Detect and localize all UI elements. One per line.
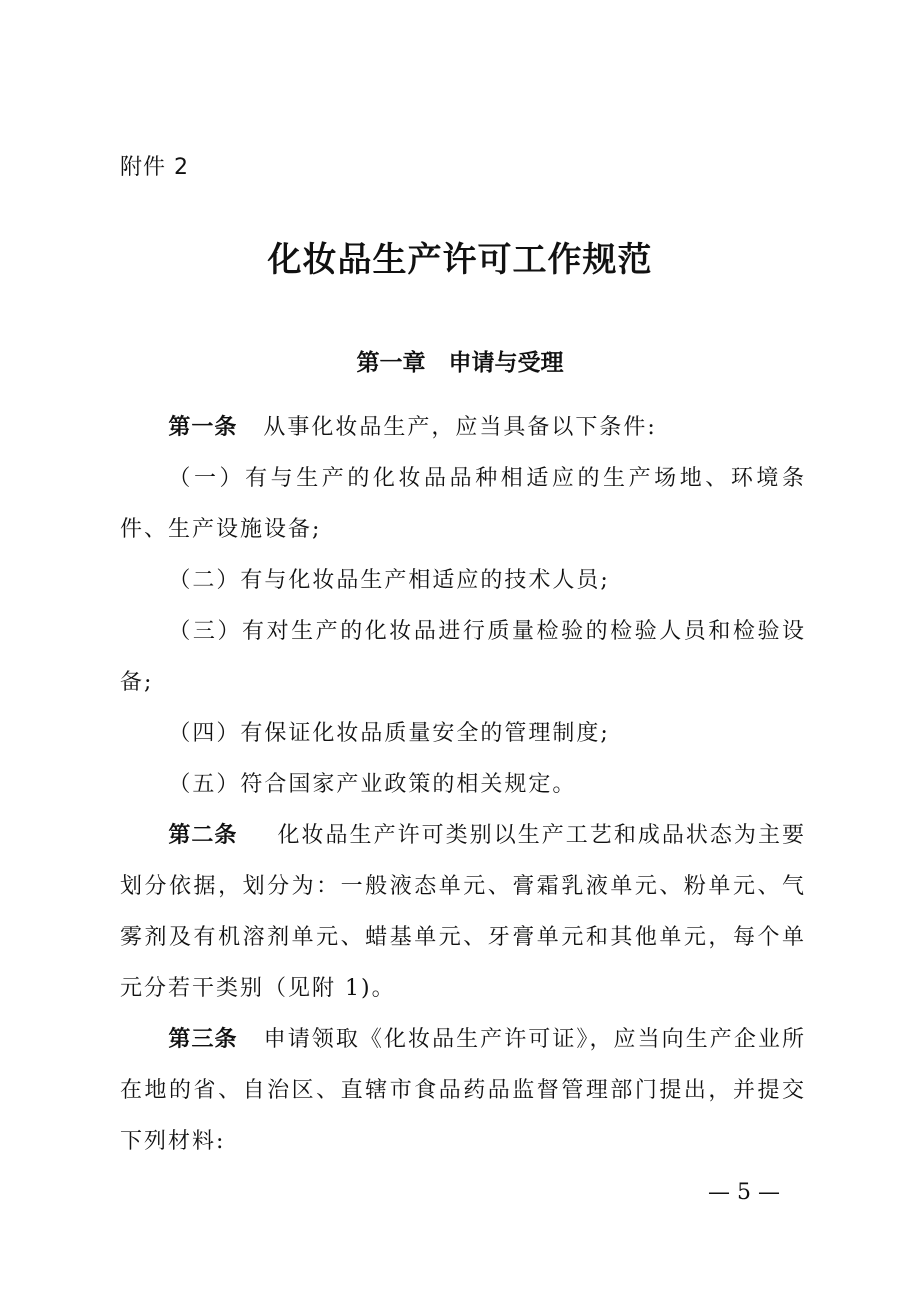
article-1-text: 从事化妆品生产，应当具备以下条件: xyxy=(263,415,657,440)
attachment-label: 附件 2 xyxy=(120,155,189,180)
article-1-item-2: （二）有与化妆品生产相适应的技术人员; xyxy=(168,568,610,593)
article-1 xyxy=(120,402,806,453)
article-3-heading: 第三条 xyxy=(168,1026,238,1052)
article-1-heading: 第一条 xyxy=(168,414,238,440)
article-1-item-5: （五）符合国家产业政策的相关规定。 xyxy=(168,772,577,797)
page-number: — 5 — xyxy=(708,1180,780,1205)
document-body xyxy=(120,402,806,1167)
article-1-item-4: （四）有保证化妆品质量安全的管理制度; xyxy=(168,721,610,746)
chapter-heading: 第一章 申请与受理 xyxy=(356,349,564,376)
article-1-item-3: （三）有对生产的化妆品进行质量检验的检验人员和检验设备; xyxy=(120,619,806,695)
article-1-item-1: （一）有与生产的化妆品品种相适应的生产场地、环境条件、生产设施设备; xyxy=(120,466,806,542)
article-3 xyxy=(120,1014,806,1167)
article-2-heading: 第二条 xyxy=(168,822,238,848)
document-title: 化妆品生产许可工作规范 xyxy=(267,240,653,280)
article-3-text: 申请领取《化妆品生产许可证》，应当向生产企业所在地的省、自治区、直辖市食品药品监督管理部门提出，并提交下列材料: xyxy=(120,1027,806,1154)
article-2-text: 化妆品生产许可类别以生产工艺和成品状态为主要划分依据，划分为：一般液态单元、膏霜乳液单元、粉单元、气雾剂及有机溶剂单元、蜡基单元、牙膏单元和其他单元，每个单元分若干类别（见附 1)。 xyxy=(120,823,806,1001)
article-2 xyxy=(120,810,806,1014)
